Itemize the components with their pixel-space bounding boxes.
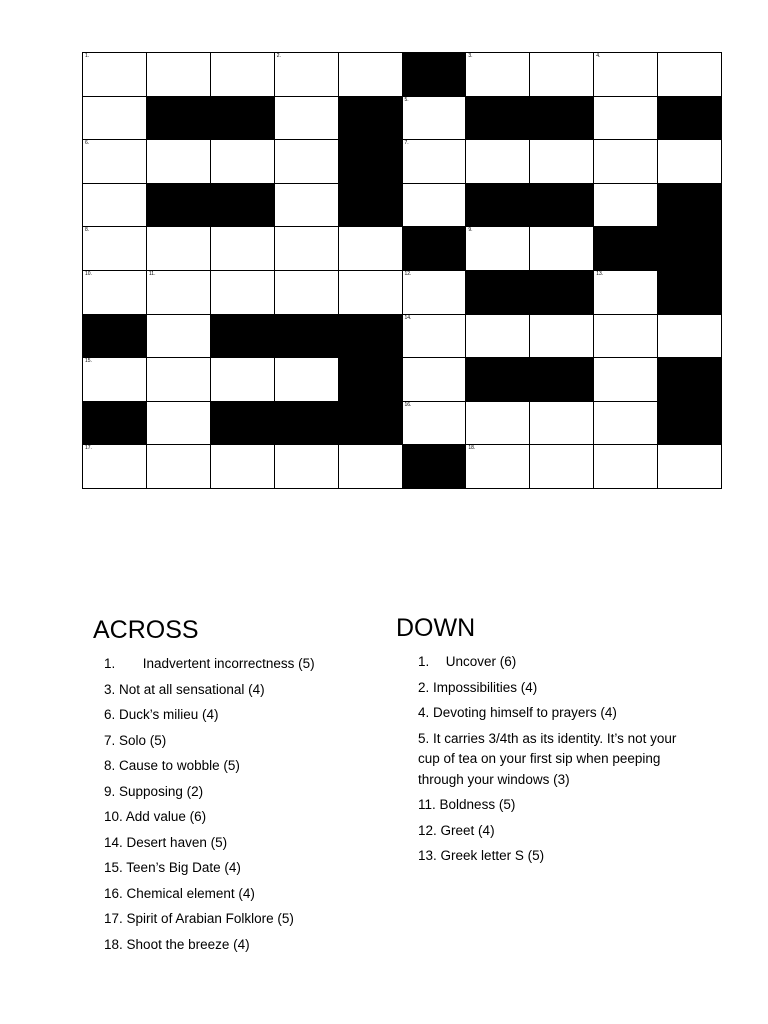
cell-number: 7. <box>404 140 409 147</box>
down-clue-4 <box>396 703 686 724</box>
crossword-cell[interactable] <box>466 227 530 271</box>
across-clue-3 <box>93 680 393 701</box>
clue-number: 2. <box>418 679 430 695</box>
crossword-cell[interactable] <box>211 227 275 271</box>
crossword-cell[interactable] <box>403 184 467 228</box>
crossword-cell[interactable] <box>147 402 211 446</box>
crossword-cell[interactable] <box>594 445 658 489</box>
black-cell <box>211 402 275 446</box>
clue-number: 10. <box>104 809 123 824</box>
across-clue-16 <box>93 884 393 905</box>
cell-number: 3. <box>468 53 473 59</box>
clue-text: Add value (6) <box>125 809 207 824</box>
cell-number: 17. <box>85 445 92 452</box>
crossword-cell[interactable] <box>403 140 467 184</box>
crossword-cell[interactable] <box>658 315 722 359</box>
clue-number: 7. <box>104 732 116 748</box>
crossword-cell[interactable] <box>594 315 658 359</box>
clue-number: 12. <box>418 822 437 838</box>
crossword-cell[interactable] <box>594 271 658 315</box>
crossword-cell[interactable] <box>147 358 211 402</box>
across-clue-18 <box>93 935 393 956</box>
crossword-cell[interactable] <box>339 445 403 489</box>
crossword-cell[interactable] <box>83 140 147 184</box>
crossword-cell[interactable] <box>466 53 530 97</box>
crossword-cell[interactable] <box>594 358 658 402</box>
crossword-cell[interactable] <box>275 97 339 141</box>
crossword-cell[interactable] <box>275 184 339 228</box>
clue-number: 1. <box>418 654 430 669</box>
black-cell <box>339 140 403 184</box>
crossword-cell[interactable] <box>83 358 147 402</box>
crossword-cell[interactable] <box>466 140 530 184</box>
clue-number: 11. <box>418 797 436 812</box>
clue-number: 13. <box>418 848 437 863</box>
black-cell <box>466 184 530 228</box>
across-clue-list <box>93 654 393 955</box>
clue-text: Shoot the breeze (4) <box>126 936 250 952</box>
crossword-cell[interactable] <box>403 271 467 315</box>
black-cell <box>147 97 211 141</box>
crossword-cell[interactable] <box>403 402 467 446</box>
black-cell <box>147 184 211 228</box>
clue-number: 16. <box>104 885 123 901</box>
cell-number: 12. <box>404 270 412 277</box>
black-cell <box>211 97 275 141</box>
black-cell <box>658 184 722 228</box>
clue-text: It carries 3/4th as its identity. It’s not your cup of tea on your first sip when peeping through your windows (3) <box>418 730 677 787</box>
crossword-cell[interactable] <box>83 53 147 97</box>
clue-number: 17. <box>104 911 123 926</box>
clue-number: 4. <box>418 705 430 720</box>
crossword-cell[interactable] <box>594 140 658 184</box>
cell-number: 5. <box>404 96 409 103</box>
black-cell <box>658 402 722 446</box>
crossword-cell[interactable] <box>594 53 658 97</box>
clue-number: 1. <box>104 656 116 671</box>
crossword-cell[interactable] <box>211 271 275 315</box>
crossword-cell[interactable] <box>403 315 467 359</box>
black-cell <box>339 358 403 402</box>
across-heading: ACROSS <box>93 616 199 644</box>
crossword-cell[interactable] <box>275 140 339 184</box>
clue-text: Greek letter S (5) <box>440 848 545 863</box>
clue-number: 3. <box>104 681 116 697</box>
crossword-cell[interactable] <box>339 53 403 97</box>
black-cell <box>658 97 722 141</box>
black-cell <box>594 227 658 271</box>
across-clue-17 <box>93 909 393 930</box>
black-cell <box>275 402 339 446</box>
crossword-cell[interactable] <box>658 445 722 489</box>
crossword-cell[interactable] <box>275 358 339 402</box>
clue-text: Teen’s Big Date (4) <box>126 860 241 875</box>
across-clue-15 <box>93 858 393 879</box>
black-cell <box>658 227 722 271</box>
clue-text: Devoting himself to prayers (4) <box>433 705 617 720</box>
crossword-cell[interactable] <box>530 227 594 271</box>
cell-number: 4. <box>596 53 601 59</box>
down-clue-13 <box>396 846 686 867</box>
crossword-cell[interactable] <box>339 227 403 271</box>
crossword-cell[interactable] <box>594 97 658 141</box>
down-clue-5 <box>396 729 686 791</box>
crossword-cell[interactable] <box>530 445 594 489</box>
crossword-cell[interactable] <box>466 445 530 489</box>
crossword-cell[interactable] <box>403 97 467 141</box>
crossword-cell[interactable] <box>594 402 658 446</box>
clue-number: 15. <box>104 860 123 875</box>
crossword-cell[interactable] <box>211 358 275 402</box>
across-clue-7 <box>93 731 393 752</box>
clue-text: Desert haven (5) <box>126 834 228 850</box>
cell-number: 11. <box>148 270 156 277</box>
clue-number: 14. <box>104 834 123 850</box>
cell-number: 1. <box>85 53 90 59</box>
clue-number: 9. <box>104 783 116 799</box>
crossword-cell[interactable] <box>83 97 147 141</box>
clue-number: 8. <box>104 758 116 773</box>
crossword-cell[interactable] <box>211 445 275 489</box>
crossword-cell[interactable] <box>658 140 722 184</box>
black-cell <box>530 184 594 228</box>
across-clue-1 <box>93 654 393 675</box>
crossword-cell[interactable] <box>147 140 211 184</box>
crossword-cell[interactable] <box>530 53 594 97</box>
crossword-cell[interactable] <box>147 445 211 489</box>
cell-number: 18. <box>468 445 476 452</box>
down-clue-11 <box>396 795 686 816</box>
across-clue-6 <box>93 705 393 726</box>
clue-text: Solo (5) <box>119 732 167 748</box>
across-clue-9 <box>93 782 393 803</box>
crossword-cell[interactable] <box>275 53 339 97</box>
clue-number: 6. <box>104 707 116 722</box>
black-cell <box>466 97 530 141</box>
clue-text: Boldness (5) <box>439 797 516 812</box>
clue-text: Supposing (2) <box>119 783 204 799</box>
crossword-cell[interactable] <box>594 184 658 228</box>
cell-number: 16. <box>404 401 412 408</box>
black-cell <box>339 97 403 141</box>
crossword-cell[interactable] <box>530 140 594 184</box>
across-clue-8 <box>93 756 393 777</box>
clue-number: 18. <box>104 936 123 952</box>
crossword-cell[interactable] <box>466 402 530 446</box>
cell-number: 13. <box>596 270 604 277</box>
clue-text: Greet (4) <box>440 822 495 838</box>
black-cell <box>530 358 594 402</box>
crossword-cell[interactable] <box>466 315 530 359</box>
black-cell <box>339 315 403 359</box>
across-clue-10 <box>93 807 393 828</box>
clue-text: Spirit of Arabian Folklore (5) <box>126 911 294 926</box>
black-cell <box>658 271 722 315</box>
crossword-cell[interactable] <box>83 184 147 228</box>
down-clue-12 <box>396 821 686 842</box>
black-cell <box>339 402 403 446</box>
crossword-cell[interactable] <box>147 315 211 359</box>
crossword-cell[interactable] <box>147 227 211 271</box>
crossword-cell[interactable] <box>147 53 211 97</box>
clue-text: Inadvertent incorrectness (5) <box>142 656 315 671</box>
crossword-cell[interactable] <box>530 402 594 446</box>
clue-text: Impossibilities (4) <box>433 679 538 695</box>
crossword-cell[interactable] <box>83 227 147 271</box>
cell-number: 6. <box>85 140 90 147</box>
black-cell <box>211 315 275 359</box>
clue-number: 5. <box>418 730 430 746</box>
black-cell <box>530 271 594 315</box>
cell-number: 8. <box>85 227 90 234</box>
across-clues-section <box>93 614 393 960</box>
black-cell <box>83 315 147 359</box>
cell-number: 2. <box>276 53 281 59</box>
cell-number: 10. <box>85 270 92 277</box>
black-cell <box>403 445 467 489</box>
crossword-cell[interactable] <box>275 227 339 271</box>
crossword-cell[interactable] <box>658 53 722 97</box>
black-cell <box>339 184 403 228</box>
black-cell <box>403 227 467 271</box>
clue-text: Cause to wobble (5) <box>119 758 240 773</box>
crossword-grid <box>82 52 722 489</box>
crossword-cell[interactable] <box>275 445 339 489</box>
cell-number: 15. <box>85 358 92 365</box>
black-cell <box>83 402 147 446</box>
clue-text: Uncover (6) <box>445 654 517 669</box>
crossword-cell[interactable] <box>211 140 275 184</box>
down-clue-2 <box>396 678 686 699</box>
down-clue-1 <box>396 652 686 673</box>
crossword-cell[interactable] <box>403 358 467 402</box>
crossword-cell[interactable] <box>147 271 211 315</box>
clue-text: Not at all sensational (4) <box>119 681 265 697</box>
crossword-cell[interactable] <box>339 271 403 315</box>
crossword-cell[interactable] <box>83 271 147 315</box>
black-cell <box>211 184 275 228</box>
cell-number: 9. <box>468 227 473 234</box>
crossword-cell[interactable] <box>83 445 147 489</box>
cell-number: 14. <box>404 314 412 321</box>
black-cell <box>403 53 467 97</box>
black-cell <box>658 358 722 402</box>
black-cell <box>466 271 530 315</box>
across-clue-14 <box>93 833 393 854</box>
clue-text: Chemical element (4) <box>126 885 255 901</box>
crossword-cell[interactable] <box>530 315 594 359</box>
down-clue-list <box>396 652 686 867</box>
down-heading: DOWN <box>396 614 476 642</box>
black-cell <box>466 358 530 402</box>
black-cell <box>275 315 339 359</box>
down-clues-section <box>396 612 686 872</box>
crossword-cell[interactable] <box>211 53 275 97</box>
black-cell <box>530 97 594 141</box>
clue-text: Duck’s milieu (4) <box>119 707 219 722</box>
crossword-cell[interactable] <box>275 271 339 315</box>
